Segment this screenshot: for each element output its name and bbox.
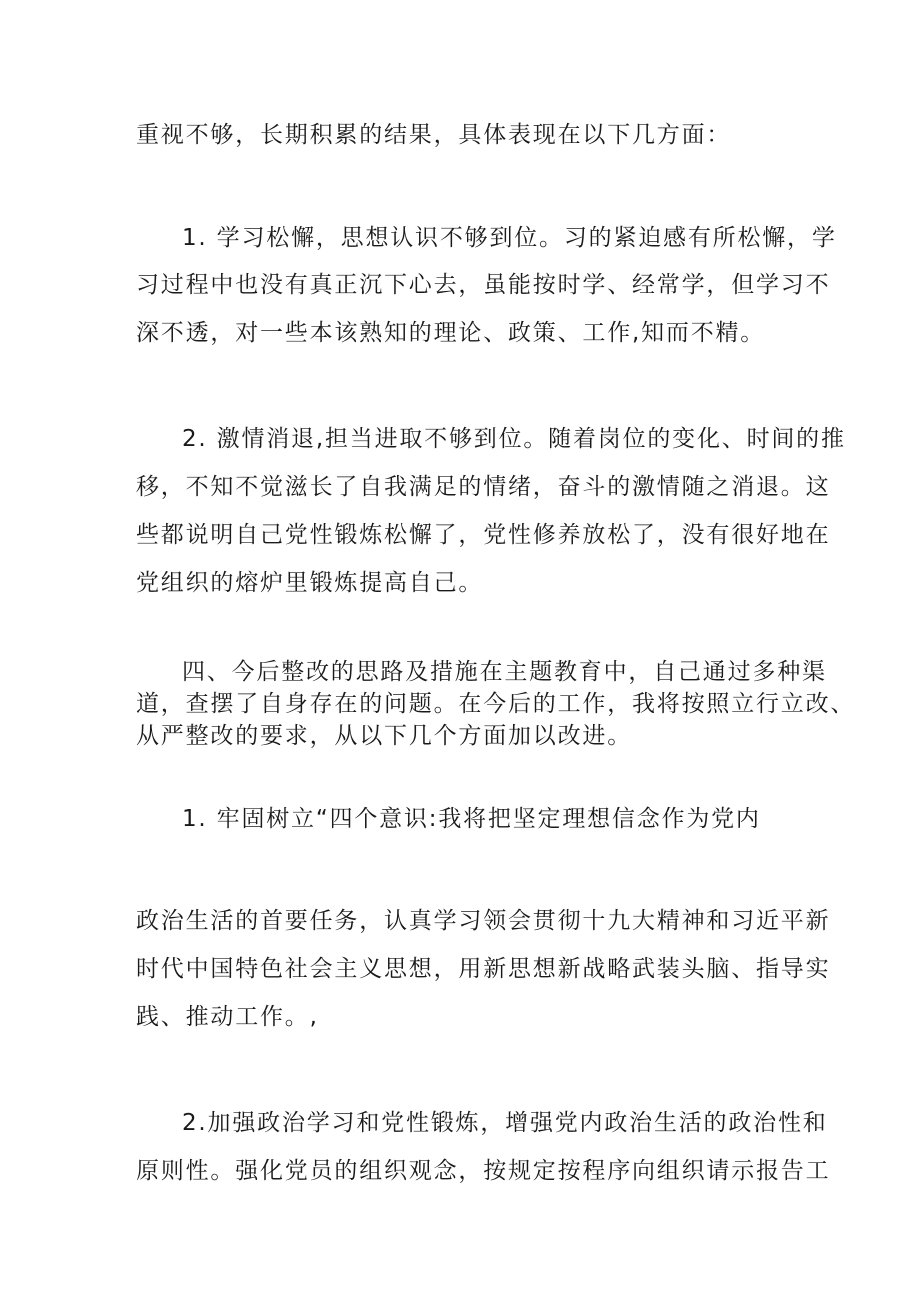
text-line: 深不透，对一些本该熟知的理论、政策、工作,知而不精。: [136, 320, 766, 346]
section-heading: 四、今后整改的思路及措施在主题教育中，自己通过多种渠: [182, 659, 827, 685]
text-line: 从严整改的要求，从以下几个方面加以改进。: [136, 723, 632, 749]
list-item-heading: 2.加强政治学习和党性锻炼，增强党内政治生活的政治性和: [182, 1110, 828, 1136]
list-item-heading: 1. 学习松懈，思想认识不够到位。习的紧迫感有所松懈，学: [182, 225, 837, 251]
text-line: 移，不知不觉滋长了自我满足的情绪，奋斗的激情随之消退。这: [136, 474, 831, 500]
text-line: 习过程中也没有真正沉下心去，虽能按时学、经常学，但学习不: [136, 272, 831, 298]
text-line: 践、推动工作。,: [136, 1004, 319, 1030]
list-item-heading: 2. 激情消退,担当进取不够到位。随着岗位的变化、时间的推: [182, 426, 846, 452]
text-line: 些都说明自己党性锻炼松懈了，党性修养放松了，没有很好地在: [136, 522, 831, 548]
text-line: 时代中国特色社会主义思想，用新思想新战略武装头脑、指导实: [136, 956, 831, 982]
list-item-heading: 1. 牢固树立“四个意识:我将把坚定理想信念作为党内: [182, 806, 761, 832]
text-line: 原则性。强化党员的组织观念，按规定按程序向组织请示报告工: [136, 1158, 831, 1184]
text-line: 重视不够，长期积累的结果，具体表现在以下几方面：: [136, 122, 732, 148]
text-line: 党组织的熔炉里锻炼提高自己。: [136, 570, 484, 596]
text-line: 道，查摆了自身存在的问题。在今后的工作，我将按照立行立改、: [136, 691, 856, 717]
text-line: 政治生活的首要任务，认真学习领会贯彻十九大精神和习近平新: [136, 908, 831, 934]
